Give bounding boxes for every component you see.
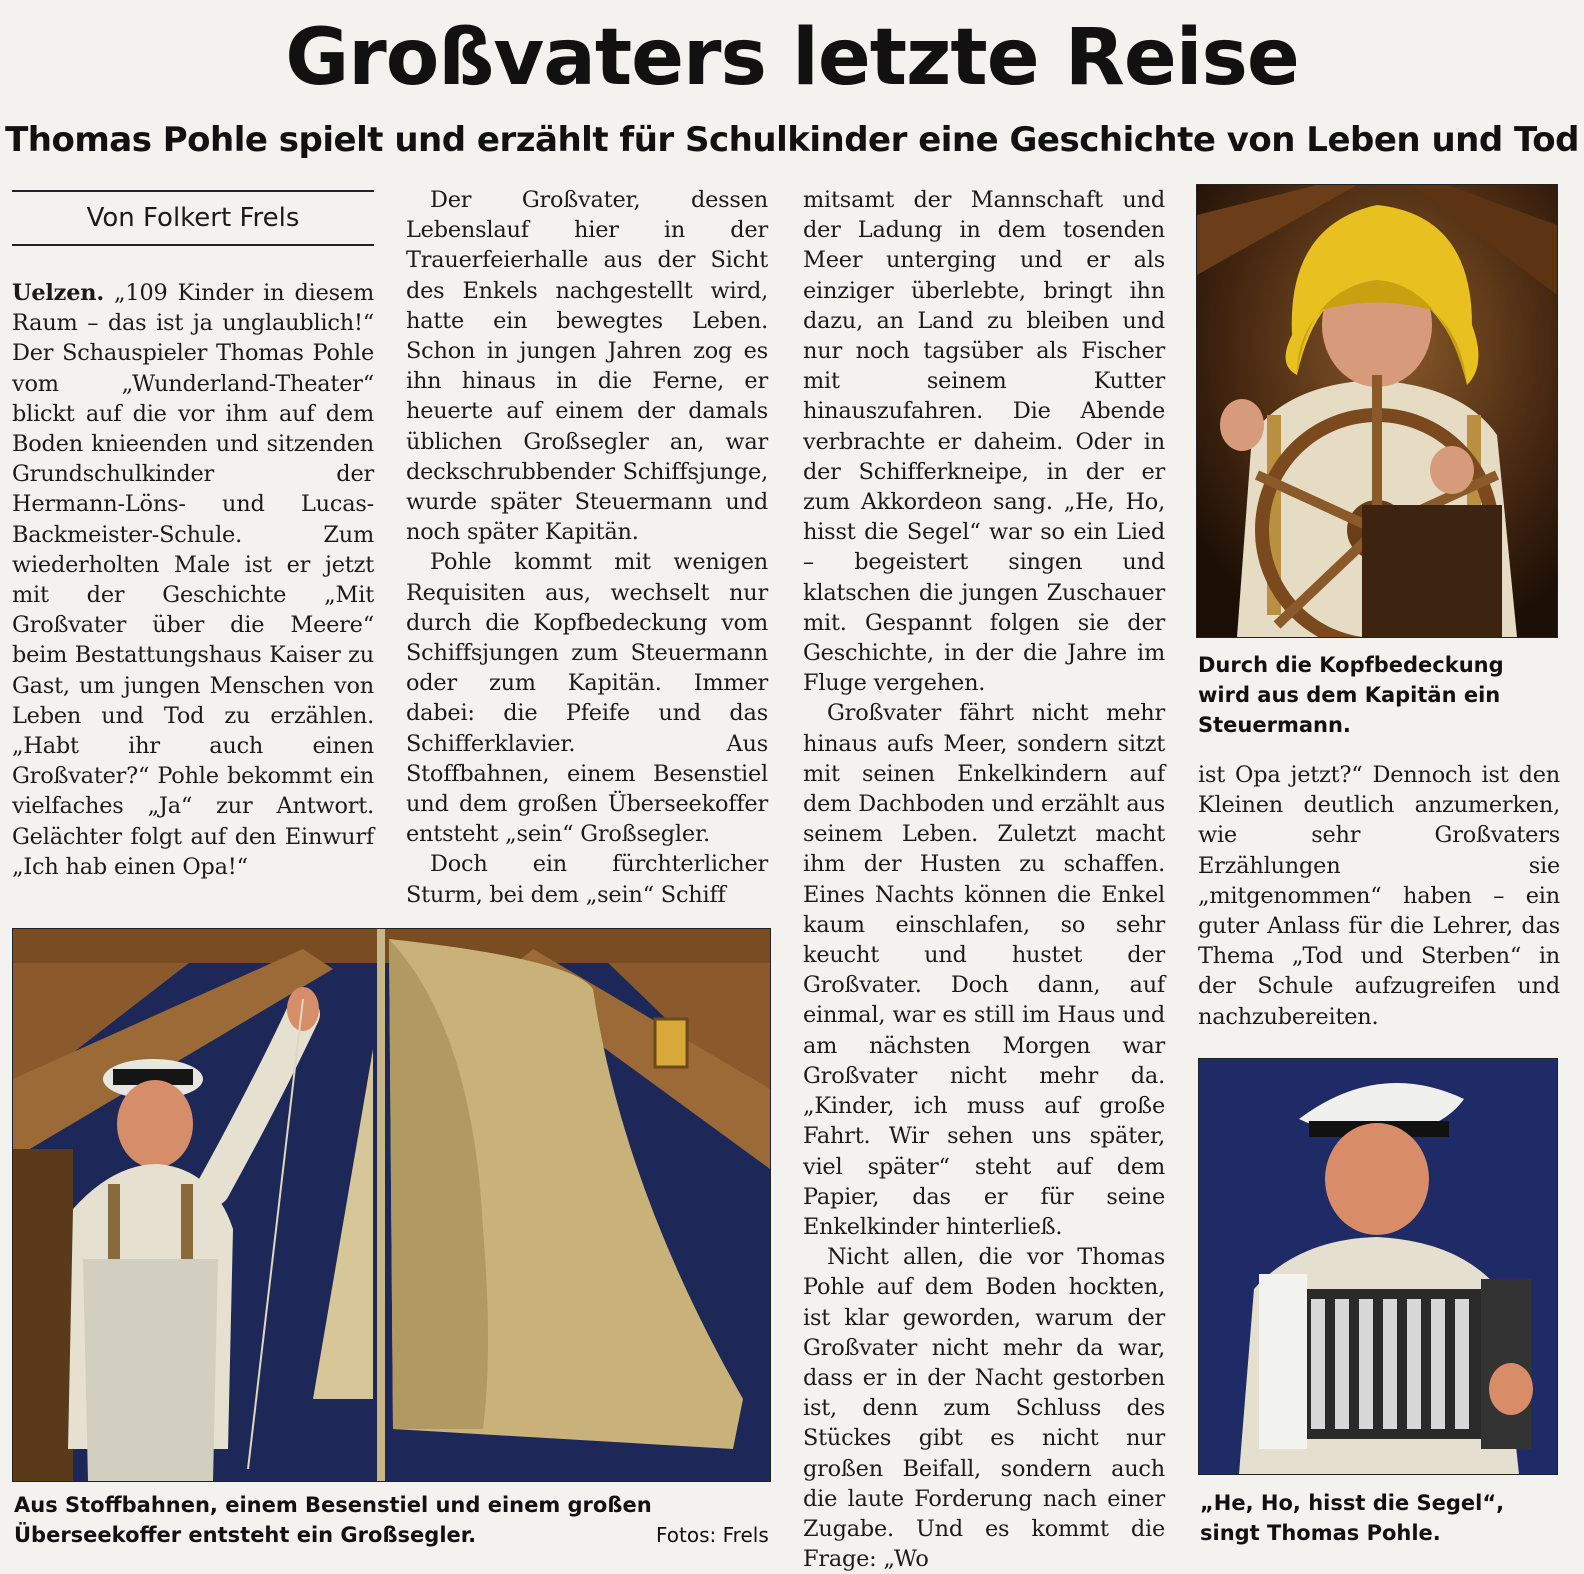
headline: Großvaters letzte Reise [285,13,1299,103]
subheadline: Thomas Pohle spielt und erzählt für Schulkinder eine Geschichte von Leben und Tod [5,120,1579,160]
photo-credit: Fotos: Frels [656,1523,769,1547]
article-column-3 [803,185,1165,1574]
paragraph-text: „109 Kinder in diesem Raum – das ist ja unglaublich!“ Der Schauspieler Thomas Pohle vom „Wunderland-Theater“ blickt auf die vor ihm auf dem Boden knieenden und sitzenden Grundschulkinder der Hermann-Löns- und Lucas-Backmeister-Schule. Zum wiederholten Male ist er jetzt mit der Geschichte „Mit Großvater über die Meere“ beim Bestattungshaus Kaiser zu Gast, um jungen Menschen von Leben und Tod zu erzählen. „Habt ihr auch einen Großvater?“ Pohle bekommt ein vielfaches „Ja“ zur Antwort. Gelächter folgt auf den Einwurf „Ich hab einen Opa!“ [12,280,374,880]
article-column-2 [406,185,768,910]
photo-sailing-ship [12,928,771,1482]
photo-caption-helmsman: Durch die Kopfbedeckung wird aus dem Kapitän ein Steuermann. [1198,653,1504,737]
photo-helmsman [1196,184,1558,638]
accordion-illustration [1199,1059,1557,1474]
sailing-ship-illustration [13,929,770,1481]
byline: Von Folkert Frels [12,190,374,246]
photo-caption-accordion: „He, Ho, hisst die Segel“, singt Thomas Pohle. [1200,1491,1505,1545]
dateline: Uelzen. [12,280,104,306]
article-column-1 [12,278,374,882]
photo-accordion [1198,1058,1558,1475]
helmsman-illustration [1197,185,1557,637]
article-paragraph [12,278,374,882]
article-paragraph: mitsamt der Mannschaft und der Ladung in dem tosenden Meer unterging und er als einziger überlebte, bringt ihn dazu, an Land zu bleiben und nur noch tagsüber als Fischer mit seinem Kutter hinauszufahren. Die Abende verbrachte er daheim. Oder in der Schifferkneipe, in der er zum Akkordeon sang. „He, Ho, hisst die Segel“ war so ein Lied – begeistert singen und klatschen die jungen Zuschauer mit. Gespannt folgen sie der Geschichte, in der die Jahre im Fluge vergehen. [803,187,1165,697]
photo-caption-sailing-ship: Aus Stoffbahnen, einem Besenstiel und einem großen Überseekoffer entsteht ein Großsegler. [14,1493,652,1547]
article-paragraph: Pohle kommt mit wenigen Requisiten aus, wechselt nur durch die Kopfbedeckung vom Schiffsjungen zum Steuermann oder zum Kapitän. Immer dabei: die Pfeife und das Schifferklavier. Aus Stoffbahnen, einem Besenstiel und dem großen Überseekoffer entsteht „sein“ Großsegler. [406,549,768,848]
article-paragraph: Der Großvater, dessen Lebenslauf hier in der Trauerfeierhalle aus der Sicht des Enkels nachgestellt wird, hatte ein bewegtes Leben. Schon in jungen Jahren zog es ihn hinaus in die Ferne, er heuerte auf einem der damals üblichen Großsegler an, war deckschrubbender Schiffsjunge, wurde später Steuermann und noch später Kapitän. [406,187,768,546]
article-paragraph: ist Opa jetzt?“ Dennoch ist den Kleinen deutlich anzumerken, wie sehr Großvaters Erzählungen sie „mitgenommen“ haben – ein guter Anlass für die Lehrer, das Thema „Tod und Sterben“ in der Schule aufzugreifen und nachzubereiten. [1198,762,1560,1030]
article-paragraph: Nicht allen, die vor Thomas Pohle auf dem Boden hockten, ist klar geworden, warum der Großvater nicht mehr da war, dass er in der Nacht gestorben ist, denn zum Schluss des Stückes gibt es nicht nur großen Beifall, sondern auch die laute Forderung nach einer Zugabe. Und es kommt die Frage: „Wo [803,1244,1165,1573]
article-paragraph: Doch ein fürchterlicher Sturm, bei dem „sein“ Schiff [406,851,768,908]
article-paragraph: Großvater fährt nicht mehr hinaus aufs Meer, sondern sitzt mit seinen Enkelkindern auf dem Dachboden und erzählt aus seinem Leben. Zuletzt macht ihm der Husten zu schaffen. Eines Nachts können die Enkel kaum einschlafen, so sehr keucht und hustet der Großvater. Doch dann, auf einmal, war es still im Haus und am nächsten Morgen war Großvater nicht mehr da. „Kinder, ich muss auf große Fahrt. Wir sehen uns später, viel später“ steht auf dem Papier, das er für seine Enkelkinder hinterließ. [803,700,1165,1240]
article-column-4 [1198,760,1560,1032]
